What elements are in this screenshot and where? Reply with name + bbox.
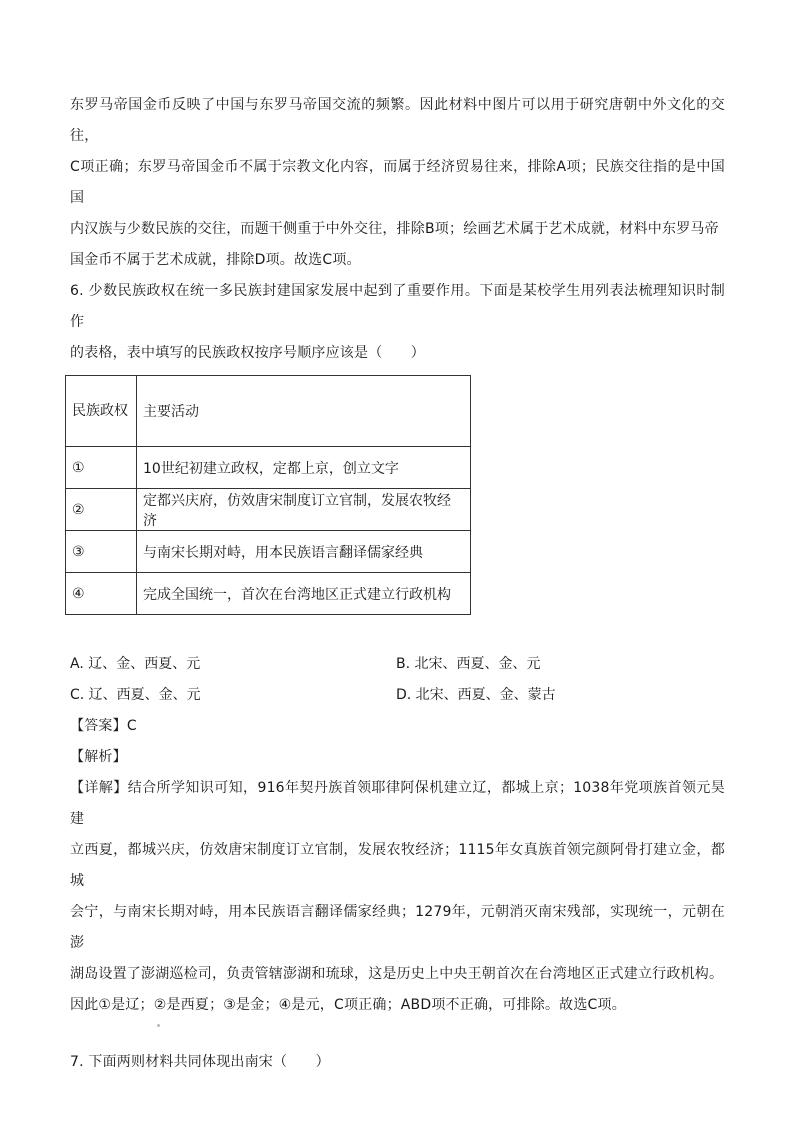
table-header-activity: 主要活动 (137, 376, 471, 447)
table-cell-index: ① (66, 447, 137, 489)
q6-stem-line-2: 的表格，表中填写的民族政权按序号顺序应该是（ ） (70, 345, 425, 361)
detail-line-1 (70, 773, 725, 835)
option-d: D. 北宋、西夏、金、蒙古 (396, 687, 556, 703)
detail-line-3: 会宁，与南宋长期对峙，用本民族语言翻译儒家经典；1279年，元朝消灭南宋残部，实现统一，元朝在澎 (70, 904, 725, 951)
detail-text-1: 结合所学知识可知，916年契丹族首领耶律阿保机建立辽，都城上京；1038年党项族首领元昊建 (70, 780, 725, 827)
regime-table (65, 375, 471, 615)
detail-tag: 【详解】 (70, 780, 128, 796)
scan-dot (157, 1024, 160, 1027)
answer-tag: 【答案】 (70, 718, 127, 734)
detail-line-2: 立西夏，都城兴庆，仿效唐宋制度订立官制，发展农牧经济；1115年女真族首领完颜阿骨打建立金，都城 (70, 842, 725, 889)
table-header-row (66, 376, 471, 447)
table-cell-activity: 与南宋长期对峙，用本民族语言翻译儒家经典 (137, 531, 471, 573)
option-c: C. 辽、西夏、金、元 (70, 687, 201, 703)
q7-stem: 7. 下面两则材料共同体现出南宋（ ） (70, 1054, 330, 1070)
option-a: A. 辽、金、西夏、元 (70, 656, 201, 672)
detail-line-5: 因此①是辽；②是西夏；③是金；④是元，C项正确；ABD项不正确，可排除。故选C项。 (70, 997, 626, 1013)
document-page (70, 90, 725, 1078)
intro-line-3: 内汉族与少数民族的交往，而题干侧重于中外交往，排除B项；绘画艺术属于艺术成就，材料中东罗马帝 (70, 221, 719, 237)
answer-value: C (126, 718, 137, 734)
q6-stem-line-1: 6. 少数民族政权在统一多民族封建国家发展中起到了重要作用。下面是某校学生用列表法梳理知识时制作 (70, 283, 725, 330)
table-row (66, 531, 471, 573)
table-row (66, 489, 471, 531)
table-cell-activity: 定都兴庆府，仿效唐宋制度订立官制，发展农牧经济 (137, 489, 471, 531)
table-header-regime: 民族政权 (66, 376, 137, 447)
intro-line-4: 国金币不属于艺术成就，排除D项。故选C项。 (70, 252, 361, 268)
table-cell-index: ④ (66, 573, 137, 615)
table-cell-activity: 完成全国统一，首次在台湾地区正式建立行政机构 (137, 573, 471, 615)
table-cell-index: ② (66, 489, 137, 531)
intro-line-2: C项正确；东罗马帝国金币不属于宗教文化内容，而属于经济贸易往来，排除A项；民族交往指的是中国国 (70, 159, 725, 206)
analysis-tag: 【解析】 (70, 749, 127, 765)
table-row (66, 447, 471, 489)
table-cell-index: ③ (66, 531, 137, 573)
q6-options (70, 649, 725, 711)
spacer (70, 1021, 725, 1047)
detail-line-4: 湖岛设置了澎湖巡检司，负责管辖澎湖和琉球，这是历史上中央王朝首次在台湾地区正式建立行政机构。 (70, 966, 724, 982)
table-row (66, 573, 471, 615)
intro-line-1: 东罗马帝国金币反映了中国与东罗马帝国交流的频繁。因此材料中图片可以用于研究唐朝中外文化的交往， (70, 97, 725, 144)
answer-line (70, 711, 725, 742)
option-b: B. 北宋、西夏、金、元 (396, 656, 541, 672)
table-cell-activity: 10世纪初建立政权，定都上京，创立文字 (137, 447, 471, 489)
